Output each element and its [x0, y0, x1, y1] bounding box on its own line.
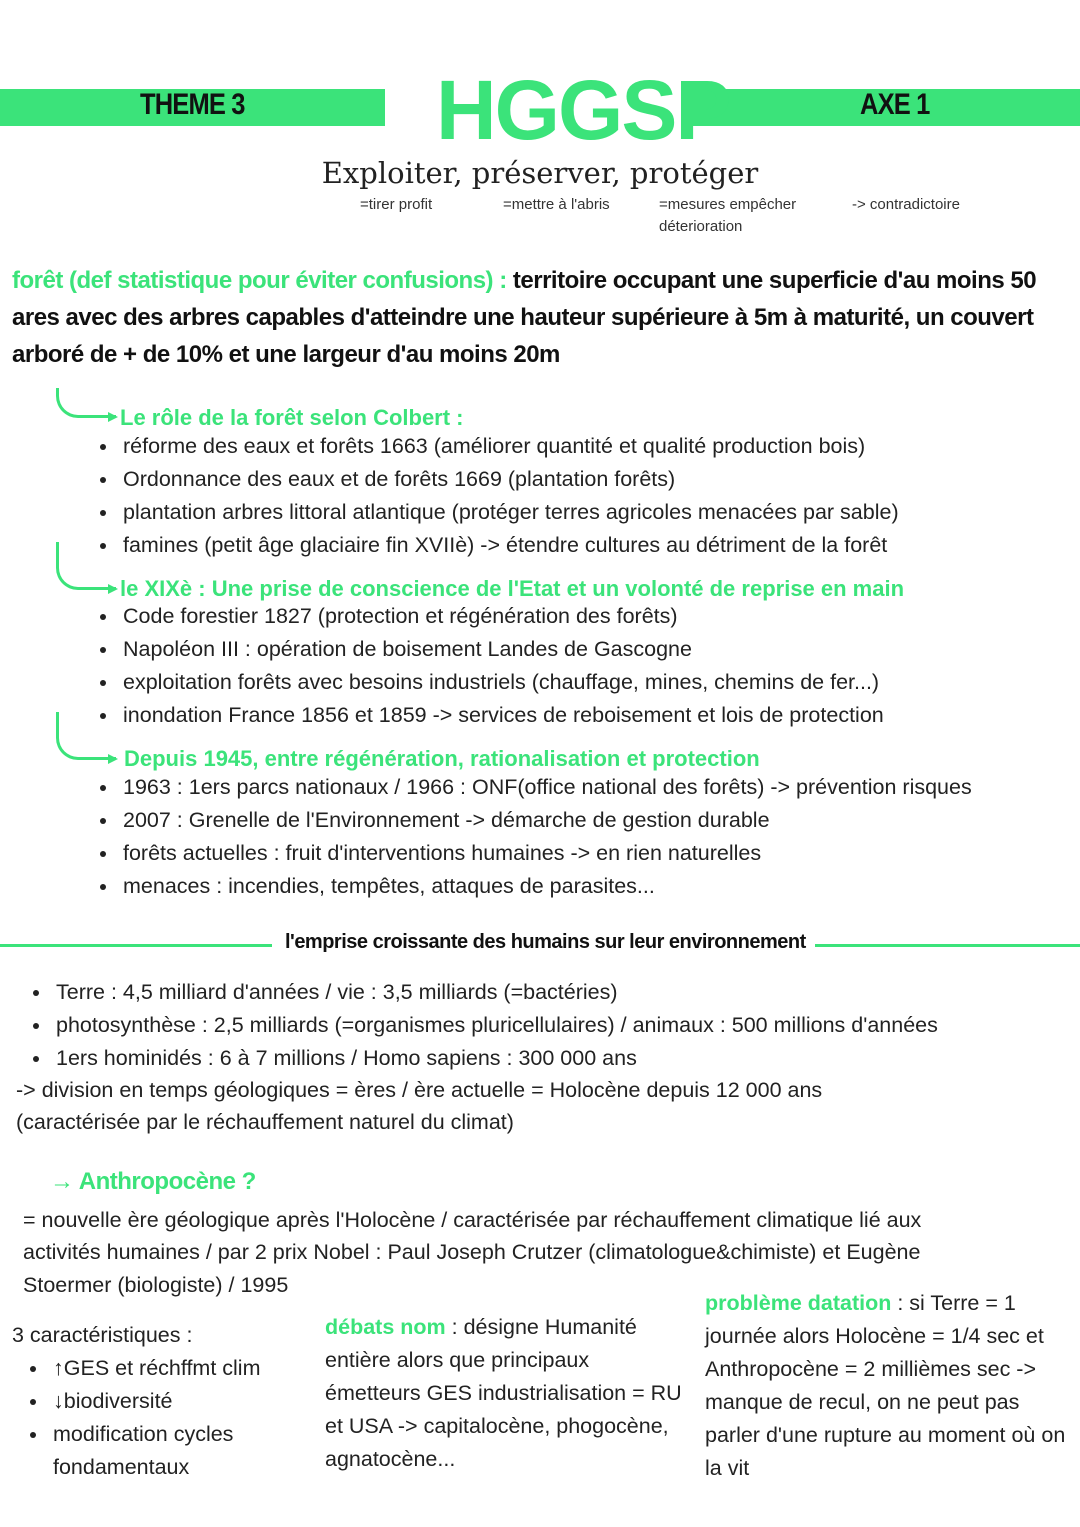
list-item: ↓biodiversité	[30, 1385, 312, 1418]
note-exploiter: =tirer profit	[360, 196, 433, 213]
page-subtitle: Exploiter, préserver, protéger	[321, 156, 759, 190]
timeline-line: (caractérisée par le réchauffement naturel du climat)	[16, 1110, 514, 1134]
list-item: 1963 : 1ers parcs nationaux / 1966 : ONF(office national des forêts) -> prévention risques	[100, 771, 972, 804]
axe-label: AXE 1	[860, 88, 930, 121]
anthropocene-line: = nouvelle ère géologique après l'Holocène / caractérisée par réchauffement climatique lié aux	[23, 1208, 922, 1232]
divider-left	[0, 944, 272, 947]
characteristics-title: 3 caractéristiques :	[12, 1323, 193, 1347]
logo-title: HGGSP	[436, 63, 730, 157]
debate-column	[325, 1311, 690, 1476]
list-item: inondation France 1856 et 1859 -> services de reboisement et lois de protection	[100, 699, 884, 732]
section-heading: Le rôle de la forêt selon Colbert :	[120, 405, 464, 430]
section-heading: Depuis 1945, entre régénération, rationalisation et protection	[124, 746, 760, 771]
anthropocene-line: activités humaines / par 2 prix Nobel : Paul Joseph Crutzer (climatologue&chimiste) et Eugène	[23, 1240, 921, 1264]
list-item: Napoléon III : opération de boisement Landes de Gascogne	[100, 633, 884, 666]
list-item: modification cycles fondamentaux	[30, 1418, 270, 1484]
list-item: plantation arbres littoral atlantique (protéger terres agricoles menacées par sable)	[100, 496, 899, 529]
dating-label: problème datation	[705, 1291, 892, 1315]
list-item: ↑GES et réchffmt clim	[30, 1352, 312, 1385]
list-item: 2007 : Grenelle de l'Environnement -> démarche de gestion durable	[100, 804, 972, 837]
anthropocene-line: Stoermer (biologiste) / 1995	[23, 1273, 289, 1297]
list-item: Terre : 4,5 milliard d'années / vie : 3,5 milliards (=bactéries)	[33, 976, 938, 1009]
arrow-icon	[56, 388, 116, 418]
section-heading: le XIXè : Une prise de conscience de l'Etat et un volonté de reprise en main	[120, 576, 905, 601]
forest-definition	[12, 262, 1072, 373]
list-item: Code forestier 1827 (protection et régénération des forêts)	[100, 600, 884, 633]
section-list	[100, 771, 972, 903]
list-item: famines (petit âge glaciaire fin XVIIè) -> étendre cultures au détriment de la forêt	[100, 529, 899, 562]
list-item: Ordonnance des eaux et de forêts 1669 (plantation forêts)	[100, 463, 899, 496]
divider-right	[815, 944, 1080, 947]
definition-text: territoire occupant une superficie d'au moins 50 ares avec des arbres capables d'atteindre une hauteur supérieure à 5m à maturité, un couvert arboré de + de 10% et une largeur d'au moins 20m	[12, 267, 1037, 368]
arrow-icon	[56, 712, 116, 760]
timeline-list	[33, 976, 938, 1075]
timeline-line: -> division en temps géologiques = ères / ère actuelle = Holocène depuis 12 000 ans	[16, 1078, 823, 1102]
note-proteger: =mesures empêcher déterioration	[659, 196, 797, 235]
list-item: forêts actuelles : fruit d'interventions humaines -> en rien naturelles	[100, 837, 972, 870]
note-contradictoire: -> contradictoire	[852, 196, 960, 213]
section-list	[100, 430, 899, 562]
debate-text: : désigne Humanité entière alors que principaux émetteurs GES industrialisation = RU et USA -> capitalocène, phogocène, agnatocène...	[325, 1315, 682, 1471]
theme-label: THEME 3	[140, 88, 245, 121]
debate-label: débats nom	[325, 1315, 446, 1339]
list-item: réforme des eaux et forêts 1663 (améliorer quantité et qualité production bois)	[100, 430, 899, 463]
dating-column	[705, 1287, 1080, 1485]
list-item: exploitation forêts avec besoins industriels (chauffage, mines, chemins de fer...)	[100, 666, 884, 699]
anthropocene-heading: → Anthropocène ?	[50, 1168, 256, 1195]
divider-title: l'emprise croissante des humains sur leur environnement	[285, 931, 806, 953]
list-item: photosynthèse : 2,5 milliards (=organismes pluricellulaires) / animaux : 500 millions d'années	[33, 1009, 938, 1042]
dating-text: : si Terre = 1 journée alors Holocène = 1/4 sec et Anthropocène = 2 millièmes sec -> manque de recul, on ne peut pas parler d'une rupture au moment où on la vit	[705, 1291, 1066, 1480]
list-item: menaces : incendies, tempêtes, attaques de parasites...	[100, 870, 972, 903]
note-preserver: =mettre à l'abris	[503, 196, 610, 213]
list-item: 1ers hominidés : 6 à 7 millions / Homo sapiens : 300 000 ans	[33, 1042, 938, 1075]
characteristics-list	[30, 1352, 312, 1484]
definition-term: forêt (def statistique pour éviter confusions) :	[12, 267, 507, 294]
characteristics-column	[12, 1319, 312, 1484]
arrow-icon	[56, 542, 116, 590]
section-list	[100, 600, 884, 732]
